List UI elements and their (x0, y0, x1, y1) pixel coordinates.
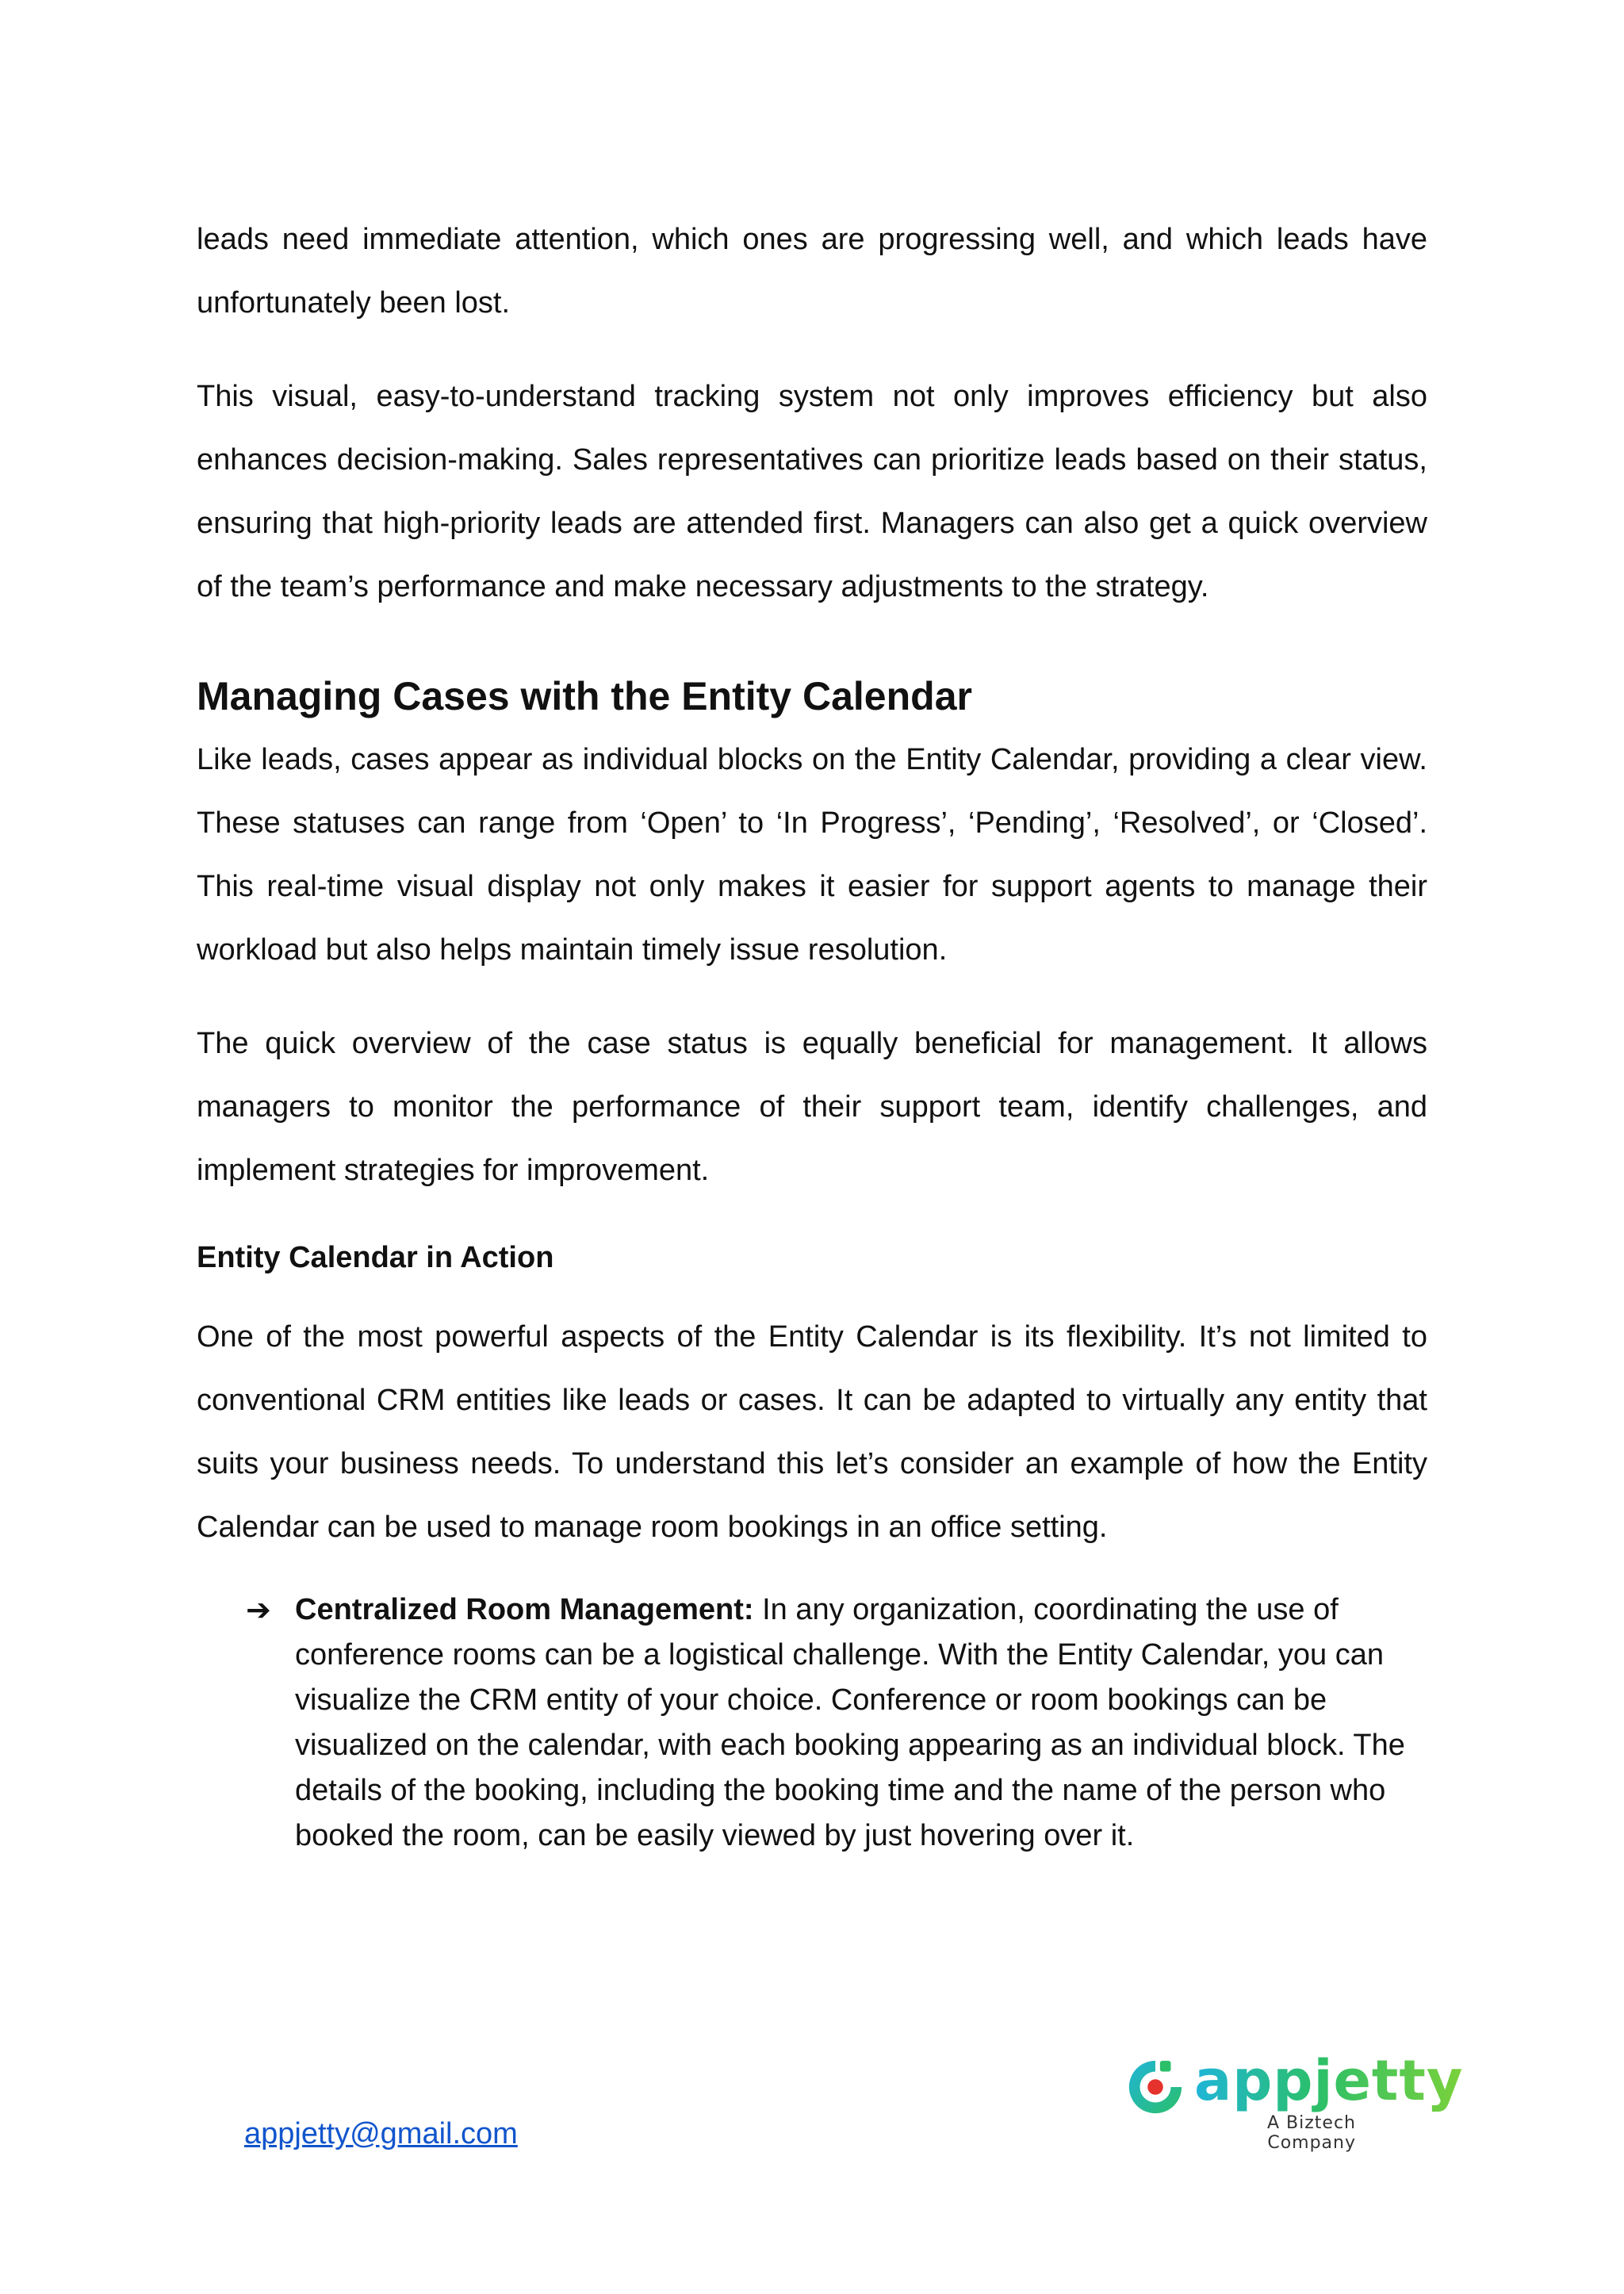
arrow-right-icon: ➔ (246, 1592, 271, 1627)
bullet-text (295, 1587, 1427, 1859)
paragraph-flexibility: One of the most powerful aspects of the Entity Calendar is its flexibility. It’s not limited to conventional CRM entities like leads or cases. It can be adapted to virtually any entity that suits your business needs. To understand this let’s consider an example of how the Entity Calendar can be used to manage room bookings in an office setting. (197, 1320, 1427, 1544)
appjetty-wordmark: appjetty (1194, 2045, 1463, 2116)
footer-email-link[interactable]: appjetty@gmail.com (244, 2117, 518, 2150)
heading-entity-calendar-in-action: Entity Calendar in Action (197, 1241, 554, 1274)
paragraph-cases-blocks: Like leads, cases appear as individual blocks on the Entity Calendar, providing a clear view. These statuses can range from ‘Open’ to ‘In Progress’, ‘Pending’, ‘Resolved’, or ‘Closed’. This real-time visual display not only makes it easier for support agents to manage their workload but also helps maintain timely issue resolution. (197, 743, 1427, 967)
bullet-body: In any organization, coordinating the use of conference rooms can be a logistical challenge. With the Entity Calendar, you can visualize the CRM entity of your choice. Conference or room bookings can be visualized on the calendar, with each booking appearing as an individual block. The details of the booking, including the booking time and the name of the person who booked the room, can be easily viewed by just hovering over it. (295, 1593, 1405, 1852)
heading-managing-cases: Managing Cases with the Entity Calendar (197, 674, 972, 718)
appjetty-logo (1124, 2048, 1464, 2153)
appjetty-logo-icon (1124, 2056, 1186, 2118)
appjetty-tagline: A Biztech Company (1267, 2113, 1356, 2153)
bullet-centralized-room-management (246, 1587, 1427, 1859)
paragraph-tracking-system: This visual, easy-to-understand tracking system not only improves efficiency but also enhances decision-making. Sales representatives can prioritize leads based on their status, ensuring that high-priority leads are attended first. Managers can also get a quick overview of the team’s performance and make necessary adjustments to the strategy. (197, 380, 1427, 603)
paragraph-leads-status: leads need immediate attention, which ones are progressing well, and which leads have unfortunately been lost. (197, 223, 1427, 320)
paragraph-quick-overview: The quick overview of the case status is equally beneficial for management. It allows managers to monitor the performance of their support team, identify challenges, and implement strategies for improvement. (197, 1027, 1427, 1187)
bullet-title: Centralized Room Management: (295, 1593, 754, 1626)
page-content (197, 208, 1427, 1859)
